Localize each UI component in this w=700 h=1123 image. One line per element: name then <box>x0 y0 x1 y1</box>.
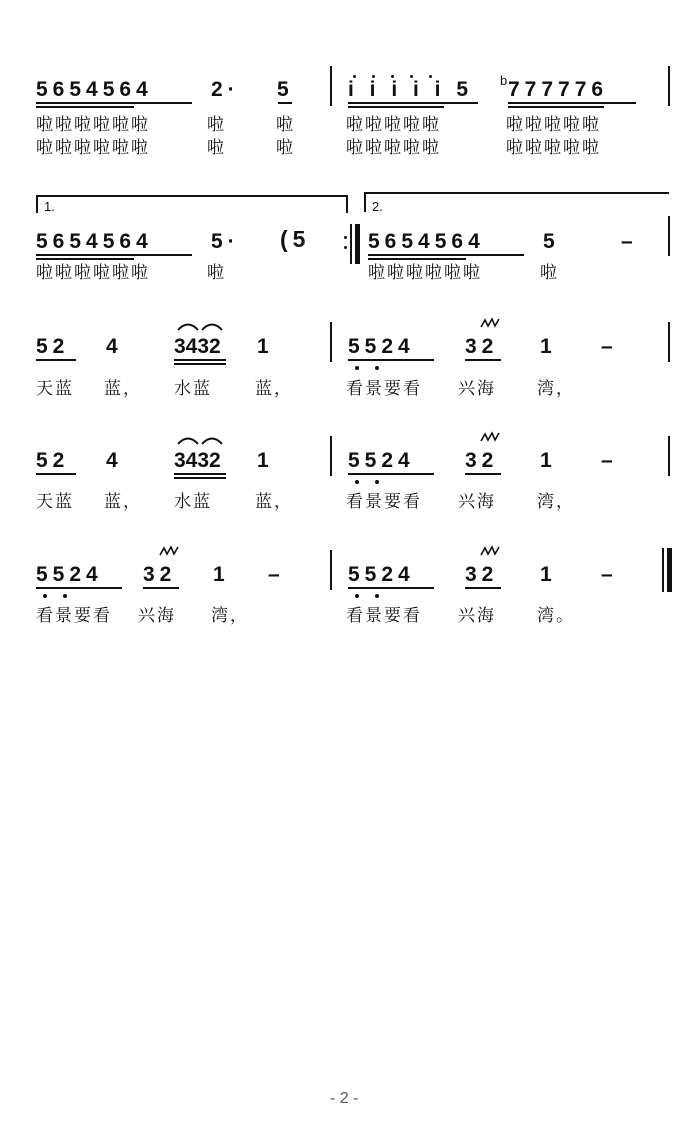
lyric: 天蓝 <box>36 379 74 399</box>
lyric: 看景要看 <box>346 492 422 512</box>
final-barline <box>662 548 664 592</box>
notes: 5654564 <box>36 230 153 253</box>
notes: 52 <box>36 449 70 472</box>
lyric: 湾。 <box>537 606 575 626</box>
barline <box>668 66 670 106</box>
notes: 32 <box>465 449 499 472</box>
notes: 3432 <box>174 335 221 358</box>
lyric: 蓝， <box>255 379 293 399</box>
notes: 32 <box>465 563 499 586</box>
slur-icon <box>176 318 226 332</box>
lyric: 啦 <box>276 138 295 158</box>
lyric: 蓝， <box>104 492 142 512</box>
notes: 5654564 <box>368 230 485 253</box>
notes: – <box>268 563 285 586</box>
lyric: 啦 <box>207 263 226 283</box>
lyric: 啦 <box>207 138 226 158</box>
notes: (5 <box>280 226 311 252</box>
repeat-barline-thick <box>355 224 360 264</box>
lyric: 天蓝 <box>36 492 74 512</box>
notes: 5524 <box>348 563 415 586</box>
flat-sign: b <box>500 73 508 88</box>
lyric: 湾， <box>211 606 249 626</box>
notes: 5 <box>543 230 560 253</box>
notes: 777776 <box>508 78 609 101</box>
barline <box>330 322 332 362</box>
lyric: 啦 <box>207 115 226 135</box>
lyric: 水蓝 <box>174 379 212 399</box>
lyric: 湾， <box>537 379 575 399</box>
lyric: 啦啦啦啦啦啦 <box>36 115 150 135</box>
lyric: 兴海 <box>458 606 496 626</box>
lyric: 看景要看 <box>346 379 422 399</box>
notes: – <box>601 449 618 472</box>
lyric: 水蓝 <box>174 492 212 512</box>
notes: 5 <box>277 78 294 101</box>
notes: 5· <box>211 230 240 253</box>
lyric: 蓝， <box>255 492 293 512</box>
barline <box>330 436 332 476</box>
notes: 32 <box>143 563 177 586</box>
lyric: 啦啦啦啦啦啦 <box>36 263 150 283</box>
mordent-icon <box>159 546 181 556</box>
notes: 1 <box>257 449 274 472</box>
lyric: 啦啦啦啦啦啦 <box>36 138 150 158</box>
lyric: 看景要看 <box>36 606 112 626</box>
mordent-icon <box>480 318 502 328</box>
barline <box>668 436 670 476</box>
notes: 1 <box>540 335 557 358</box>
lyric: 湾， <box>537 492 575 512</box>
notes: 1 <box>213 563 230 586</box>
lyric: 蓝， <box>104 379 142 399</box>
mordent-icon <box>480 546 502 556</box>
notes: 3432 <box>174 449 221 472</box>
notes: 1 <box>540 563 557 586</box>
mordent-icon <box>480 432 502 442</box>
lyric: 兴海 <box>458 379 496 399</box>
notes: 1 <box>257 335 274 358</box>
notes: – <box>601 335 618 358</box>
notes: 52 <box>36 335 70 358</box>
notes: 5524 <box>36 563 103 586</box>
notes: 5654564 <box>36 78 153 101</box>
ending-label: 2. <box>372 199 383 214</box>
notes: i i i i i 5 <box>348 78 474 101</box>
final-barline-thick <box>667 548 672 592</box>
page-number: - 2 - <box>330 1090 359 1107</box>
lyric: 啦啦啦啦啦 <box>346 138 441 158</box>
barline <box>330 66 332 106</box>
lyric: 啦啦啦啦啦 <box>346 115 441 135</box>
notes: 5524 <box>348 449 415 472</box>
notes: – <box>621 230 638 253</box>
notes: 5524 <box>348 335 415 358</box>
notes: – <box>601 563 618 586</box>
notes: 32 <box>465 335 499 358</box>
barline <box>668 322 670 362</box>
lyric: 啦啦啦啦啦啦 <box>368 263 482 283</box>
barline <box>668 216 670 256</box>
lyric: 看景要看 <box>346 606 422 626</box>
barline <box>330 550 332 590</box>
lyric: 兴海 <box>138 606 176 626</box>
repeat-barline <box>350 224 352 264</box>
lyric: 啦啦啦啦啦 <box>506 115 601 135</box>
slur-icon <box>176 432 226 446</box>
ending-bracket <box>36 195 348 197</box>
notes: 2· <box>211 78 240 101</box>
lyric: 啦啦啦啦啦 <box>506 138 601 158</box>
lyric: 啦 <box>276 115 295 135</box>
notes: 4 <box>106 335 123 358</box>
ending-bracket <box>364 192 669 194</box>
notes: 4 <box>106 449 123 472</box>
lyric: 兴海 <box>458 492 496 512</box>
lyric: 啦 <box>540 263 559 283</box>
notes: 1 <box>540 449 557 472</box>
ending-label: 1. <box>44 199 55 214</box>
